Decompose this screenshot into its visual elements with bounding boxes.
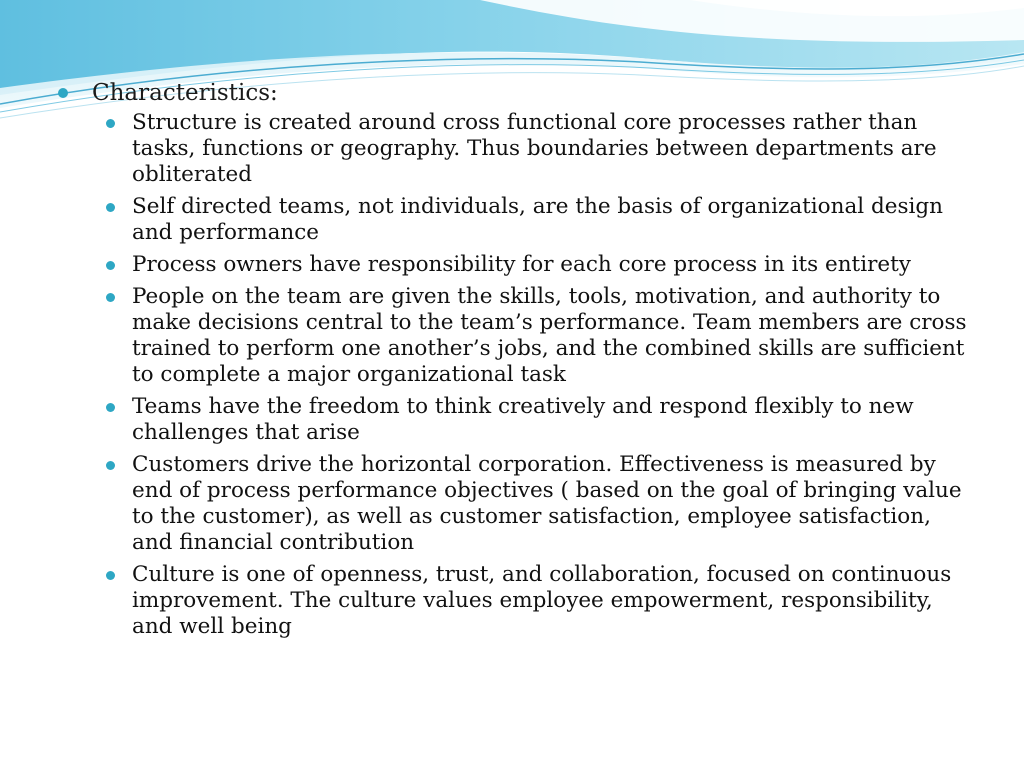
bullet-text: Process owners have responsibility for each core process in its entirety xyxy=(132,252,911,277)
bullet-text: People on the team are given the skills, tools, motivation, and authority to make decisions central to the team’s performance. Team members are cross trained to perform one another’s jobs, and the combined skills are sufficient to complete a major organizational task xyxy=(132,284,967,387)
slide-heading: Characteristics: xyxy=(92,80,278,106)
bullet-dot-icon xyxy=(106,293,115,302)
list-item xyxy=(106,252,973,278)
bullet-text: Self directed teams, not individuals, are the basis of organizational design and performance xyxy=(132,194,943,245)
bullet-dot-icon xyxy=(58,88,68,98)
list-item xyxy=(106,110,973,188)
slide-content xyxy=(58,78,973,646)
bullet-dot-icon xyxy=(106,461,115,470)
bullet-list xyxy=(58,110,973,640)
bullet-text: Teams have the freedom to think creatively and respond flexibly to new challenges that arise xyxy=(132,394,914,445)
bullet-text: Culture is one of openness, trust, and collaboration, focused on continuous improvement. The culture values employee empowerment, responsibility, and well being xyxy=(132,562,952,639)
bullet-dot-icon xyxy=(106,119,115,128)
list-item xyxy=(106,284,973,388)
bullet-dot-icon xyxy=(106,261,115,270)
list-item xyxy=(106,194,973,246)
list-item xyxy=(106,394,973,446)
list-item xyxy=(106,452,973,556)
bullet-dot-icon xyxy=(106,403,115,412)
bullet-dot-icon xyxy=(106,571,115,580)
list-item xyxy=(106,562,973,640)
bullet-text: Customers drive the horizontal corporation. Effectiveness is measured by end of process performance objectives ( based on the goal of bringing value to the customer), as well as customer satisfaction, employee satisfaction, and financial contribution xyxy=(132,452,962,555)
bullet-text: Structure is created around cross functional core processes rather than tasks, functions or geography. Thus boundaries between departments are obliterated xyxy=(132,110,937,187)
bullet-dot-icon xyxy=(106,203,115,212)
heading-row xyxy=(58,78,973,108)
